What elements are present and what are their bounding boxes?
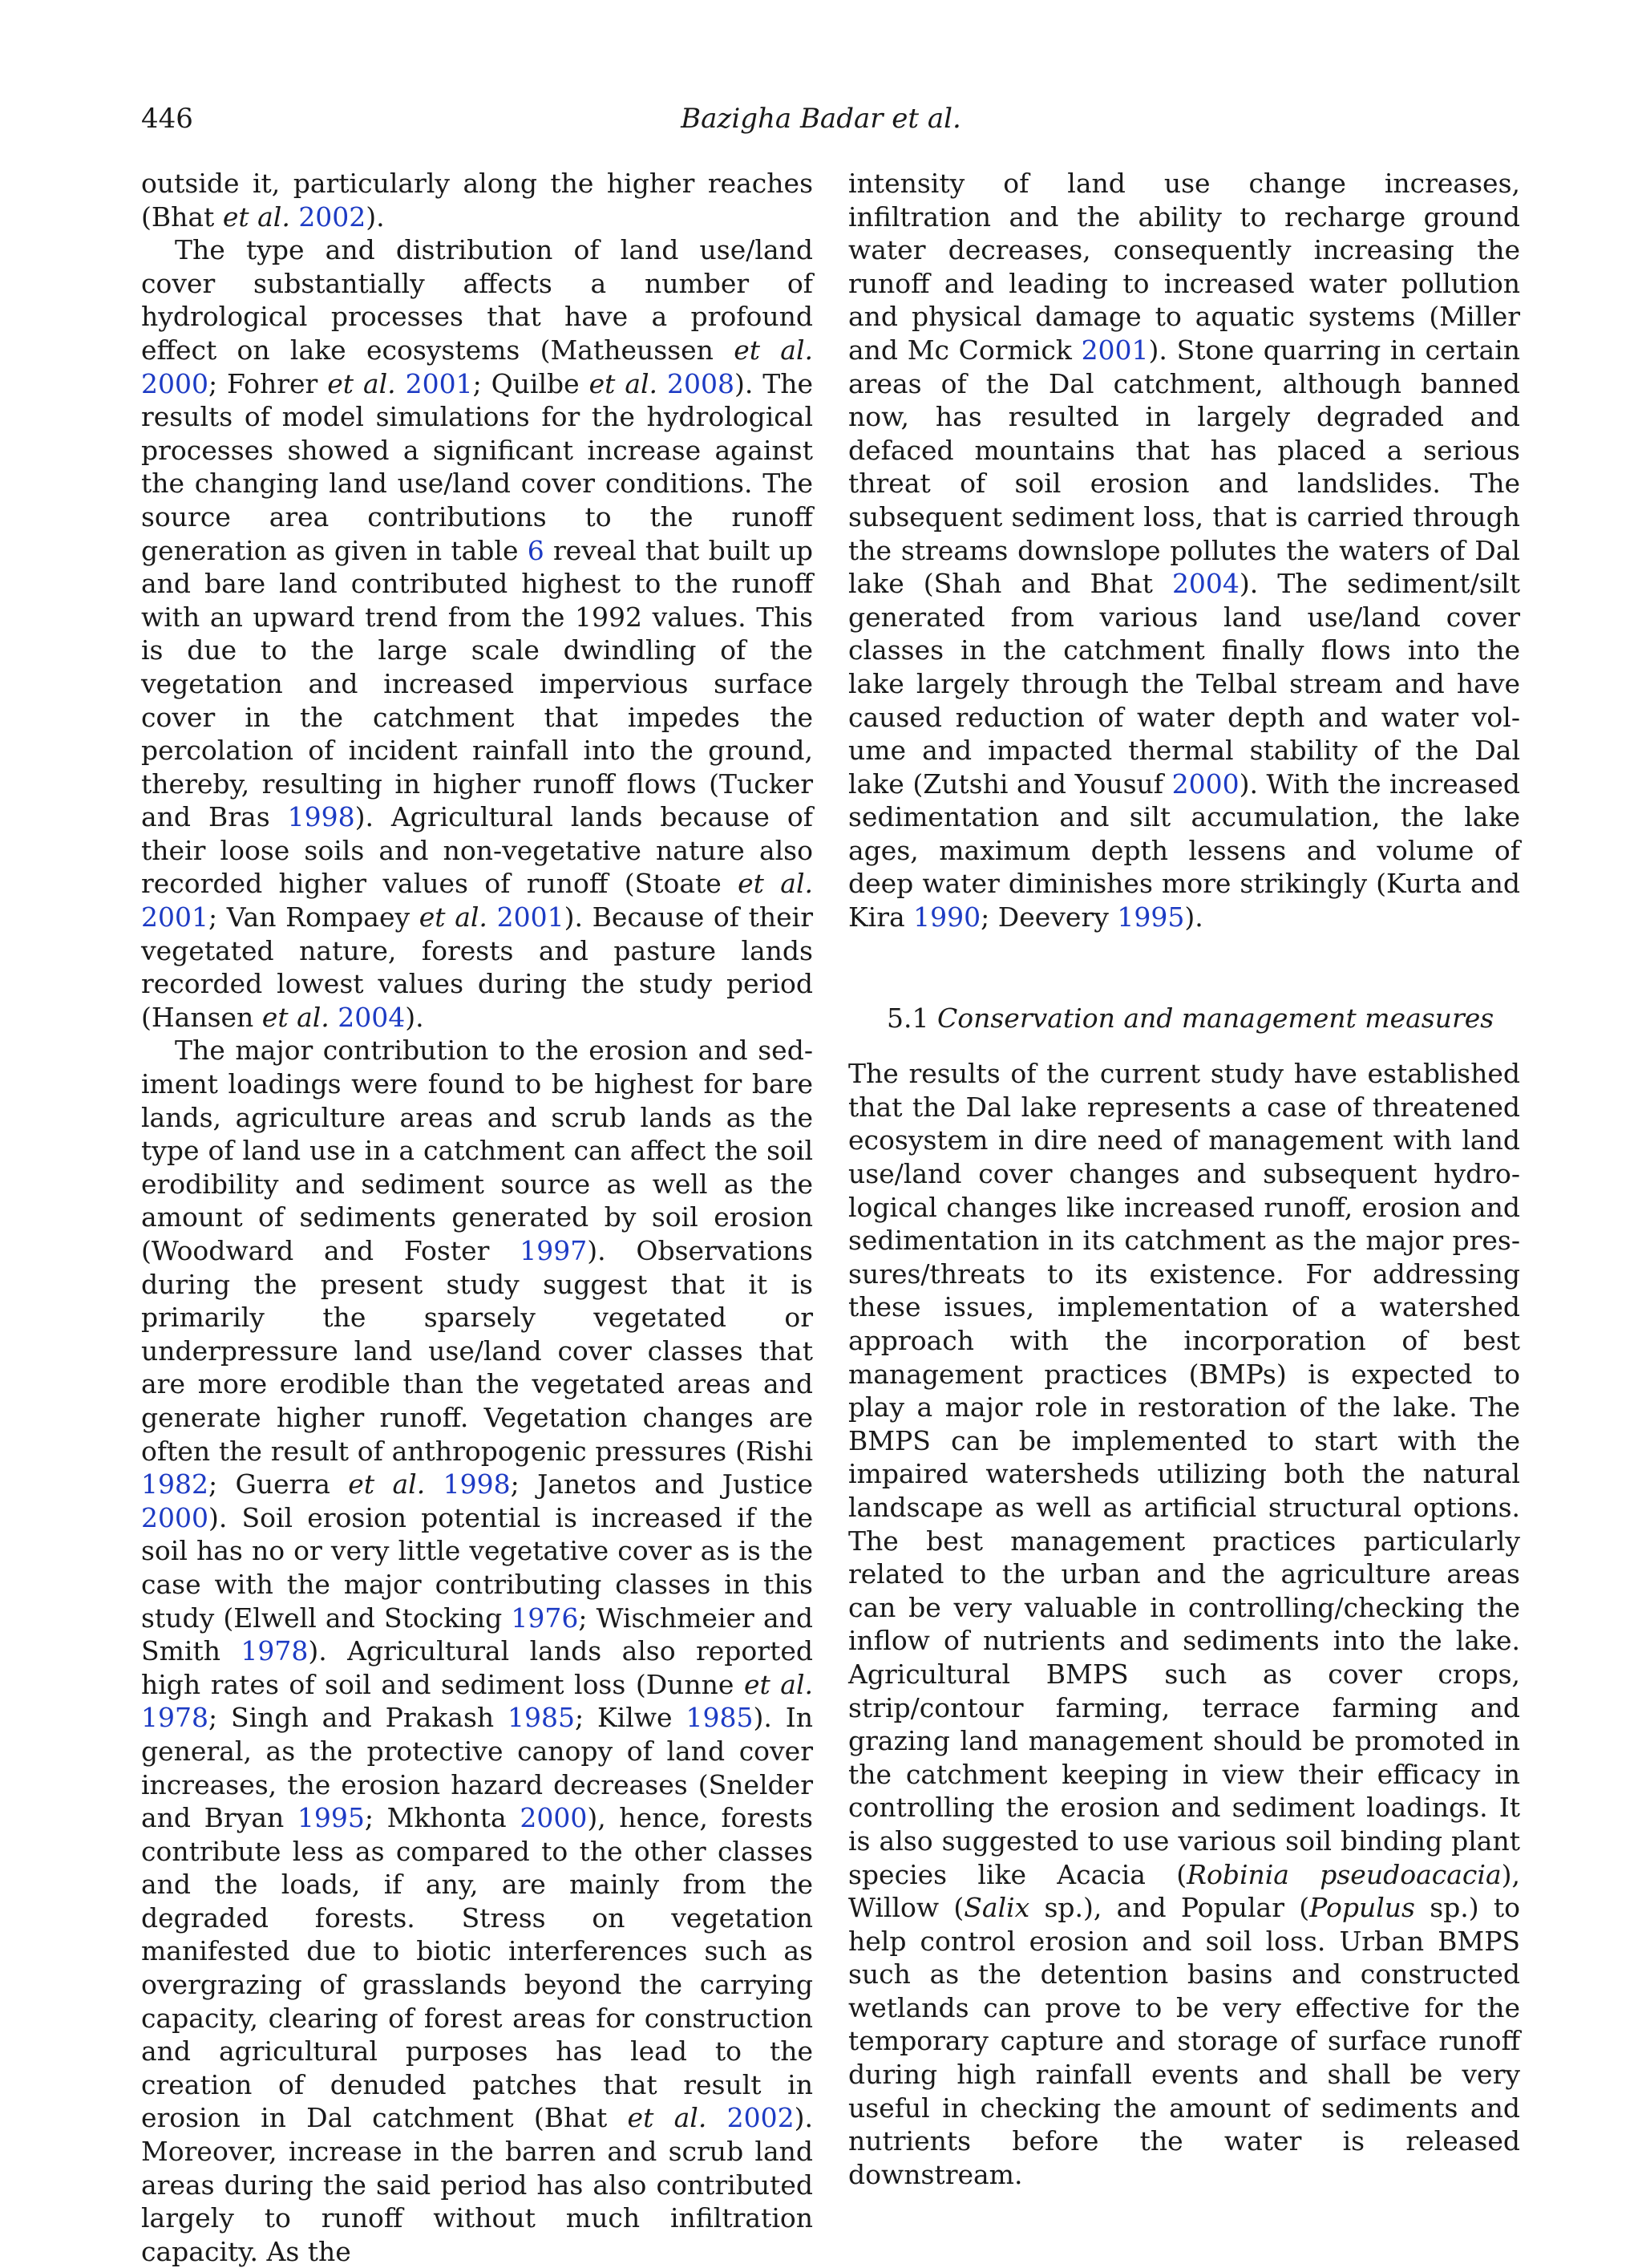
citation-link[interactable]: 2000 <box>1171 767 1240 800</box>
citation-link[interactable]: 1998 <box>287 801 355 833</box>
citation-link[interactable]: 2001 <box>1081 334 1149 366</box>
section-heading <box>848 1002 1520 1035</box>
section-title: Conservation and management measures <box>936 1002 1494 1034</box>
running-header <box>141 103 1501 143</box>
citation-link[interactable]: 1995 <box>1117 901 1185 934</box>
citation-link[interactable]: 1995 <box>297 1802 365 1834</box>
citation-link[interactable]: 1982 <box>141 1468 208 1501</box>
right-column <box>848 167 1520 2191</box>
citation-link[interactable]: 1985 <box>686 1702 754 1734</box>
table-link[interactable]: 6 <box>527 534 544 566</box>
paragraph-land-use-hydrology: The type and distribution of land use/land cover substantially affects a number of hydrological processes that have a profound effect on lake ecosystems (Matheussen et al. 2000; Fohrer et al. 2001; Quilbe et al. 2008). The results of model simulations for the hydrological processes showed a significant increase against the changing land use/land cover conditions. The source area contributions to the runoff generation as given in table 6 reveal that built up and bare land contributed highest to the runoff with an upward trend from the 1992 values. This is due to the large scale dwindling of the vegetation and increased impervious surface cover in the catchment that impedes the percolation of incident rainfall into the ground, thereby, resulting in higher runoff flows (Tucker and Bras 1998). Agricultural lands because of their loose soils and non-vegetative nature also recorded higher values of runoff (Stoate et al. 2001; Van Rompaey et al. 2001). Because of their vegetated nature, forests and pasture lands recorded lowest values during the study period (Hansen et al. 2004). <box>141 234 814 1033</box>
paragraph-continuation: intensity of land use change increases, infiltration and the ability to recharge ground water decreases, consequently increasing the runoff and leading to increased water pollution and physical damage to aquatic systems (Miller and Mc Cormick 2001). Stone quarring in certain areas of the Dal catchment, although banned now, has resulted in largely degraded and defaced mountains that has placed a serious threat of soil erosion and landslides. The subsequent sediment loss, that is carried through the streams downslope pollutes the waters of Dal lake (Shah and Bhat 2004). The sediment/silt generated from various land use/land cover classes in the catchment finally flows into the lake largely through the Telbal stream and have caused reduction of water depth and water volume and impacted thermal stability of the Dal lake (Zutshi and Yousuf 2000). With the increased sedimentation and silt accumulation, the lake ages, maximum depth lessens and volume of deep water diminishes more strikingly (Kurta and Kira 1990; Deevery 1995). <box>848 168 1520 934</box>
species-name: Robinia pseudoacacia <box>1187 1858 1502 1890</box>
citation-link[interactable]: 1976 <box>511 1602 579 1634</box>
citation-link[interactable]: 2001 <box>141 901 208 934</box>
citation-link[interactable]: 2000 <box>520 1802 588 1834</box>
citation-link[interactable]: 2004 <box>1171 568 1240 600</box>
citation-link[interactable]: 1985 <box>508 1702 576 1734</box>
citation-link[interactable]: 2001 <box>496 901 564 934</box>
citation-link[interactable]: 2000 <box>141 367 208 399</box>
left-column <box>141 167 813 2268</box>
page-number: 446 <box>141 103 193 135</box>
species-name: Populus <box>1309 1892 1415 1924</box>
citation-link[interactable]: 2004 <box>338 1001 406 1033</box>
citation-link[interactable]: 1990 <box>913 901 981 934</box>
running-title: Bazigha Badar et al. <box>681 103 961 135</box>
citation-link[interactable]: 1978 <box>241 1635 309 1667</box>
citation-link[interactable]: 1978 <box>141 1702 208 1734</box>
paragraph-erosion-sediment: The major contribution to the erosion and sediment loadings were found to be highest for bare lands, agriculture areas and scrub lands as the type of land use in a catchment can affect the soil erodibility and sediment source as well as the amount of sediments generated by soil erosion (Woodward and Foster 1997). Observations during the present study suggest that it is primarily the sparsely vegetated or underpressure land use/land cover classes that are more erodible than the vegetated areas and generate higher runoff. Vegetation changes are often the result of anthropogenic pressures (Rishi 1982; Guerra et al. 1998; Janetos and Justice 2000). Soil erosion potential is increased if the soil has no or very little vegetative cover as is the case with the major contributing classes in this study (Elwell and Stocking 1976; Wischmeier and Smith 1978). Agricultural lands also reported high rates of soil and sediment loss (Dunne et al. 1978; Singh and Prakash 1985; Kilwe 1985). In general, as the protective canopy of land cover increases, the erosion hazard decreases (Snelder and Bryan 1995; Mkhonta 2000), hence, forests contribute less as compared to the other classes and the loads, if any, are mainly from the degraded forests. Stress on vegetation manifested due to biotic interferences such as overgrazing of grasslands beyond the carrying capacity, clearing of forest areas for construction and agricultural purposes has lead to the creation of denuded patches that result in erosion in Dal catchment (Bhat et al. 2002). Moreover, increase in the barren and scrub land areas during the said period has also contributed largely to runoff without much infiltration capacity. As the <box>141 1035 814 2267</box>
citation-link[interactable]: 2002 <box>726 2102 795 2134</box>
citation-link[interactable]: 2000 <box>141 1501 208 1533</box>
paragraph-conservation: The results of the current study have established that the Dal lake represents a case of threatened ecosystem in dire need of management with land use/land cover changes and subsequent hydrological changes like increased runoff, erosion and sedimentation in its catchment as the major pressures/threats to its existence. For addressing these issues, implementation of a watershed approach with the incorporation of best management practices (BMPs) is expected to play a major role in restoration of the lake. The BMPS can be implemented to start with the impaired watersheds utilizing both the natural landscape as well as artificial structural options. The best management practices particularly related to the urban and the agriculture areas can be very valuable in controlling/checking the inflow of nutrients and sediments into the lake. Agricultural BMPS such as cover crops, strip/contour farming, terrace farming and grazing land management should be promoted in the catchment keeping in view their efficacy in controlling the erosion and sediment loadings. It is also suggested to use various soil binding plant species like Acacia (Robinia pseudoacacia), Willow (Salix sp.), and Popular (Populus sp.) to help control erosion and soil loss. Urban BMPS such as the detention basins and constructed wetlands can prove to be very effective for the temporary capture and storage of surface runoff during high rainfall events and shall be very useful in checking the amount of sediments and nutrients before the water is released downstream. <box>848 1058 1521 2190</box>
section-number: 5.1 <box>887 1002 929 1034</box>
citation-link[interactable]: 2008 <box>666 367 734 399</box>
citation-link[interactable]: 2001 <box>405 367 473 399</box>
paragraph-continuation: outside it, particularly along the higher reaches (Bhat et al. 2002). <box>141 168 813 233</box>
citation-link[interactable]: 1997 <box>520 1235 588 1266</box>
citation-link[interactable]: 2002 <box>298 200 366 233</box>
citation-link[interactable]: 1998 <box>443 1468 511 1501</box>
species-name: Salix <box>964 1892 1030 1924</box>
